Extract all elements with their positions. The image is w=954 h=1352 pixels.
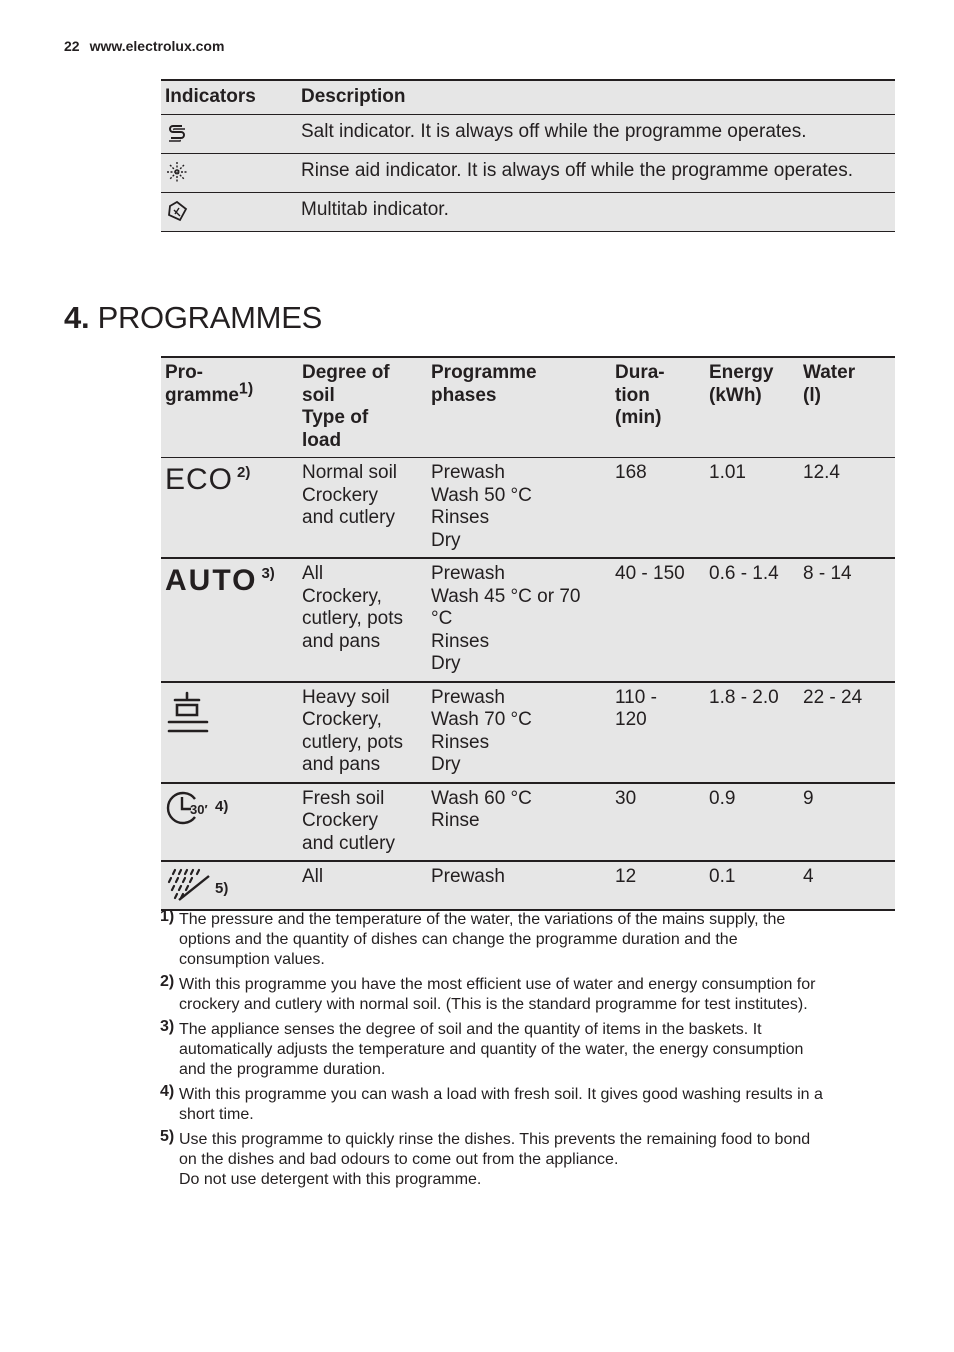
- duration-cell: 12: [615, 866, 637, 887]
- duration-cell: 168: [615, 462, 647, 483]
- prewash-icon: [165, 866, 213, 904]
- section-number: 4.: [64, 300, 90, 335]
- clock-30-icon: [165, 788, 213, 828]
- energy-cell: 0.9: [709, 787, 736, 809]
- energy-cell: 1.01: [709, 462, 746, 483]
- footnote: [160, 910, 895, 970]
- phases-cell: Prewash Wash 50 °C Rinses Dry: [431, 462, 532, 551]
- phases-cell: Prewash Wash 70 °C Rinses Dry: [431, 686, 532, 775]
- phases-cell: Prewash Wash 45 °C or 70 °C Rinses Dry: [431, 563, 581, 674]
- table-row: [161, 558, 895, 682]
- water-col-header: Water (l): [803, 362, 856, 406]
- table-row: [161, 458, 895, 559]
- energy-cell: 1.8 - 2.0: [709, 686, 779, 708]
- programme-col-header: Pro- gramme$^{1)}$: [165, 362, 254, 406]
- footnote-text: The appliance senses the degree of soil and the quantity of items in the baskets. It automatically adjusts the temperature and quantity of the water, the energy consumption and the programme duration.: [179, 1021, 804, 1078]
- soil-cell: Heavy soil Crockery, cutlery, pots and pans: [302, 686, 404, 775]
- auto-icon: AUTO 3): [165, 564, 275, 597]
- soil-cell: Normal soil Crockery and cutlery: [302, 462, 398, 528]
- table-row: [161, 192, 895, 231]
- footnote-ref[interactable]: 1): [238, 380, 254, 398]
- programmes-table: [161, 356, 895, 911]
- energy-col-header: Energy (kWh): [709, 362, 774, 406]
- page-header: [64, 38, 224, 54]
- svg-text:30′: 30′: [190, 801, 208, 817]
- footnote: [160, 975, 895, 1015]
- table-row: [161, 682, 895, 783]
- table-row: [161, 153, 895, 192]
- salt-icon: [165, 121, 189, 145]
- footnote-ref[interactable]: 4): [215, 798, 229, 816]
- pot-icon: [165, 689, 211, 737]
- water-cell: 8 - 14: [803, 563, 852, 584]
- footnote-ref[interactable]: 5): [215, 879, 229, 897]
- rinse-aid-icon: [165, 160, 189, 184]
- energy-cell: 0.1: [709, 866, 736, 887]
- indicator-description: Salt indicator. It is always off while the programme operates.: [301, 120, 807, 142]
- footnote-text: Use this programme to quickly rinse the dishes. This prevents the remaining food to bond on the dishes and bad odours to come out from the appliance. Do not use detergent with this programme.: [179, 1131, 811, 1188]
- soil-cell: Fresh soil Crockery and cutlery: [302, 787, 395, 854]
- eco-icon: ECO 2): [165, 463, 251, 496]
- indicators-header-row: [161, 80, 895, 114]
- footnote-number: 3): [160, 1018, 175, 1035]
- soil-col-header: Degree of soil Type of load: [302, 362, 390, 451]
- page-number: 22: [64, 38, 80, 54]
- footnote-text: With this programme you have the most efficient use of water and energy consumption for crockery and cutlery with normal soil. (This is the standard programme for test institutes).: [179, 976, 816, 1013]
- indicator-description: Multitab indicator.: [301, 198, 449, 220]
- indicator-description: Rinse aid indicator. It is always off while the programme operates.: [301, 159, 853, 181]
- footnote-number: 5): [160, 1128, 175, 1145]
- section-title-text: PROGRAMMES: [97, 300, 322, 335]
- duration-cell: 40 - 150: [615, 563, 685, 584]
- energy-cell: 0.6 - 1.4: [709, 563, 779, 584]
- water-cell: 9: [803, 787, 814, 809]
- footnotes: [160, 910, 895, 1195]
- phases-cell: Prewash: [431, 866, 505, 887]
- multitab-icon: [165, 199, 189, 223]
- footnote-text: The pressure and the temperature of the water, the variations of the mains supply, the options and the quantity of dishes can change the programme duration and the consumption values.: [179, 911, 786, 968]
- section-title: [64, 300, 322, 336]
- duration-cell: 110 - 120: [615, 686, 657, 730]
- table-row: [161, 861, 895, 910]
- site-url[interactable]: www.electrolux.com: [89, 38, 225, 54]
- phases-cell: Wash 60 °C Rinse: [431, 787, 532, 831]
- footnote-number: 4): [160, 1083, 175, 1100]
- footnote-text: With this programme you can wash a load with fresh soil. It gives good washing results in a short time.: [179, 1086, 823, 1123]
- footnote-ref[interactable]: 2): [237, 464, 251, 481]
- footnote: [160, 1020, 895, 1080]
- water-cell: 22 - 24: [803, 686, 863, 708]
- description-col-header: Description: [301, 86, 406, 107]
- programmes-header-row: [161, 357, 895, 458]
- soil-cell: All Crockery, cutlery, pots and pans: [302, 563, 404, 652]
- footnote: [160, 1130, 895, 1190]
- footnote-ref[interactable]: 3): [261, 565, 275, 582]
- water-cell: 12.4: [803, 462, 840, 483]
- indicators-col-header: Indicators: [165, 86, 256, 107]
- water-cell: 4: [803, 866, 814, 887]
- duration-col-header: Dura- tion (min): [615, 362, 665, 428]
- duration-cell: 30: [615, 787, 637, 809]
- table-row: [161, 114, 895, 153]
- table-row: [161, 783, 895, 862]
- phases-col-header: Programme phases: [431, 362, 537, 406]
- footnote-number: 2): [160, 973, 175, 990]
- footnote: [160, 1085, 895, 1125]
- footnote-number: 1): [160, 908, 175, 925]
- soil-cell: All: [302, 866, 324, 887]
- indicators-table: [161, 79, 895, 232]
